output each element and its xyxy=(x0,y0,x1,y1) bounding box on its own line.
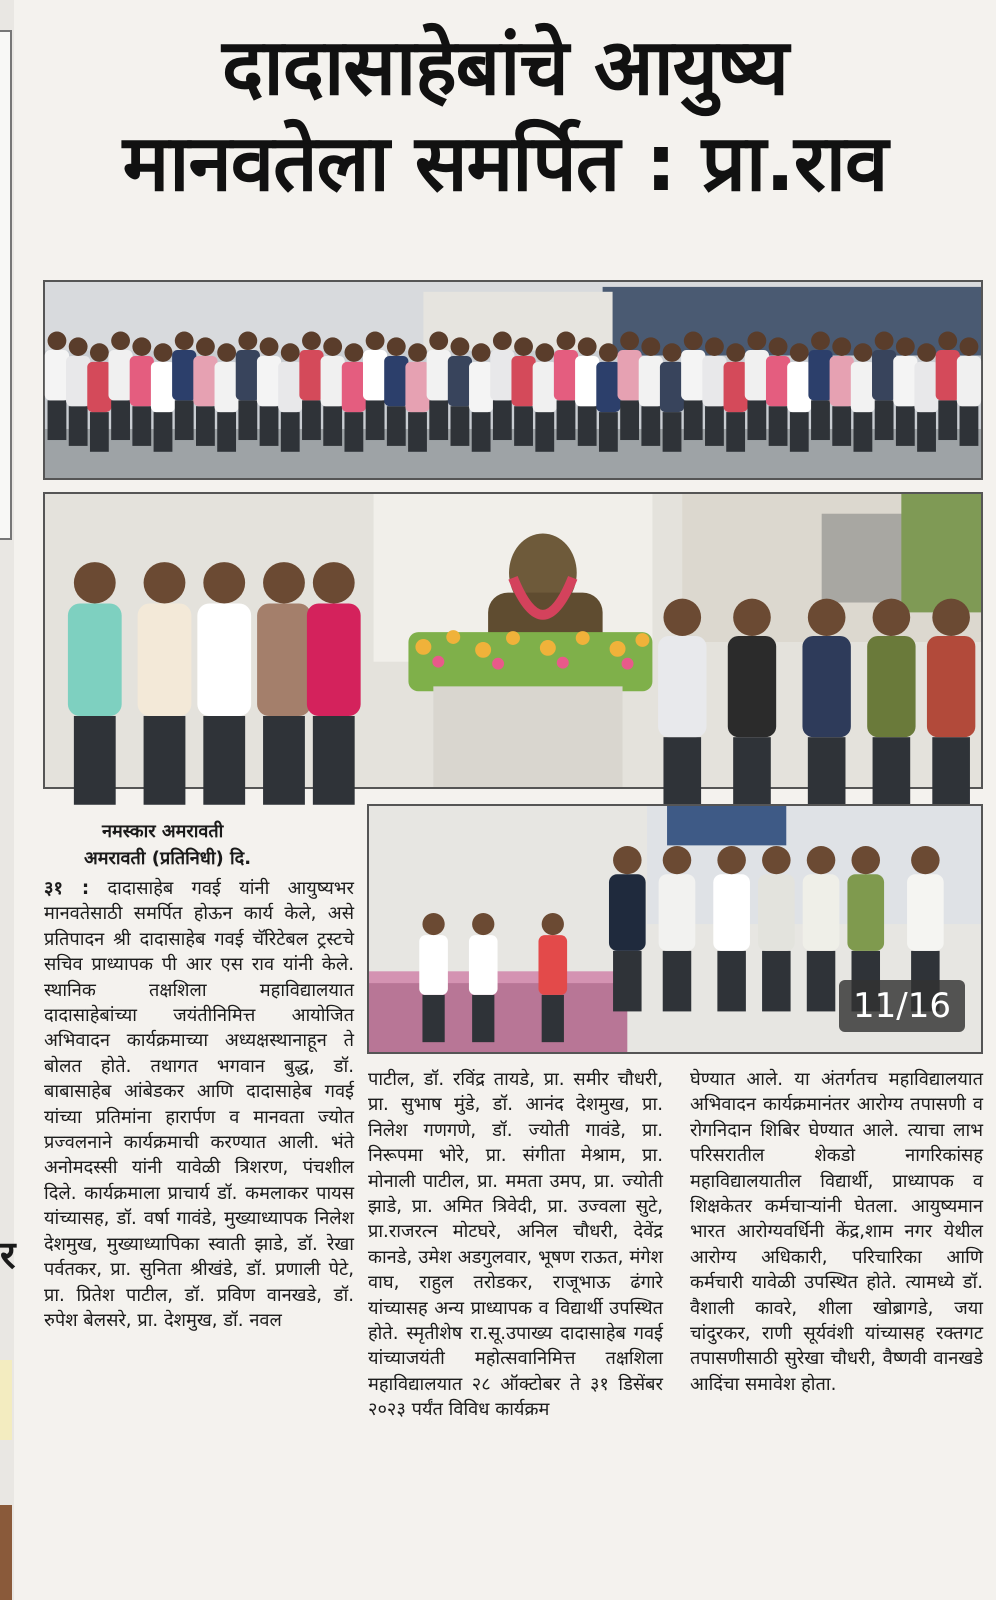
lead-date: ३१ : xyxy=(44,878,90,899)
adjacent-page-glyph: र xyxy=(0,1233,16,1277)
source-line: नमस्कार अमरावती xyxy=(102,821,224,842)
article-column-2 xyxy=(368,1067,663,1423)
adjacent-page-swatch xyxy=(0,1360,12,1440)
health-camp-photo xyxy=(367,804,983,1054)
adjacent-page-photo-edge xyxy=(0,1505,12,1600)
column-1-text: दादासाहेब गवई यांनी आयुष्यभर मानवतेसाठी समर्पित होऊन कार्य केले, असे प्रतिपादन श्री दादासाहेब गवई चॅरिटेबल ट्रस्टचे सचिव प्राध्यापक पी आर एस राव यांनी केले. स्थानिक तक्षशिला महाविद्यालयात दादासाहेबांच्या जयंतीनिमित्त आयोजित अभिवादन कार्यक्रमाच्या अध्यक्षस्थानाहून ते बोलत होते. तथागत भगवान बुद्ध, डॉ. बाबासाहेब आंबेडकर आणि दादासाहेब गवई यांच्या प्रतिमांना हारार्पण व मानवता ज्योत प्रज्वलनाने कार्यक्रमाची करण्यात आली. भंते अनोमदस्सी यांनी यावेळी त्रिशरण, पंचशील दिले. कार्यक्रमाला प्राचार्य डॉ. कमलाकर पायस यांच्यासह, डॉ. वर्षा गावंडे, मुख्याध्यापक निलेश देशमुख, मुख्याध्यापिका स्वाती झाडे, डॉ. रेखा पर्वतकर, प्रा. सुनिता श्रीखंडे, डॉ. प्रणाली पेटे, प्रा. प्रितेश पाटील, डॉ. प्रविण वानखडे, डॉ. रुपेश बेलसरे, प्रा. देशमुख, डॉ. नवल xyxy=(44,878,354,1331)
adjacent-page-strip xyxy=(0,0,14,1600)
article-column-1 xyxy=(44,876,354,1333)
column-3-text: घेण्यात आले. या अंतर्गतच महाविद्यालयात अभिवादन कार्यक्रमानंतर आरोग्य तपासणी व रोगनिदान शिबिर घेण्यात आले. त्याचा लाभ परिसरातील शेकडो नागरिकांसह महाविद्यालयातील विद्यार्थी, प्राध्यापक व शिक्षकेतर कर्मचाऱ्यांनी घेतला. आयुष्यमान भारत आरोग्यवर्धिनी केंद्र,शाम नगर येथील आरोग्य अधिकारी, परिचारिका आणि कर्मचारी यावेळी उपस्थित होते. त्यामध्ये डॉ. वैशाली कावरे, शीला खोब्रागडे, जया चांदुरकर, राणी सूर्यवंशी यांच्यासह रक्तगट तपासणीसाठी सुरेखा चौधरी, वैष्णवी वानखडे आदिंचा समावेश होता. xyxy=(690,1069,983,1395)
dateline: अमरावती (प्रतिनिधी) दि. xyxy=(84,848,252,869)
article-headline xyxy=(30,20,980,212)
gallery-counter-badge: 11/16 xyxy=(839,980,965,1032)
column-2-text: पाटील, डॉ. रविंद्र तायडे, प्रा. समीर चौधरी, प्रा. सुभाष मुंडे, डॉ. आनंद देशमुख, प्रा. निलेश गणगणे, डॉ. ज्योती गावंडे, प्रा. निरूपमा भोरे, प्रा. संगीता मेश्राम, प्रा. मोनाली पाटील, प्रा. ममता उमप, प्रा. ज्योती झाडे, प्रा. अमित त्रिवेदी, प्रा. उज्वला सुटे, प्रा.राजरत्न मोटघरे, अनिल चौधरी, देवेंद्र कानडे, उमेश अडगुलवार, भूषण राऊत, मंगेश वाघ, राहुल तरोडकर, राजूभाऊ ढंगारे यांच्यासह अन्य प्राध्यापक व विद्यार्थी उपस्थित होते. स्मृतीशेष रा.सू.उपाख्य दादासाहेब गवई यांच्याजयंती महोत्सवानिमित्त तक्षशिला महाविद्यालयात २८ ऑक्टोबर ते ३१ डिसेंबर २०२३ पर्यंत विविध कार्यक्रम xyxy=(368,1069,663,1421)
headline-line-2: मानवतेला समर्पित : प्रा.राव xyxy=(122,119,888,209)
statue-garlanding-photo xyxy=(43,492,983,789)
headline-line-1: दादासाहेबांचे आयुष्य xyxy=(222,23,788,113)
students-assembly-photo xyxy=(43,280,983,480)
article-column-3 xyxy=(690,1067,983,1397)
adjacent-column-border xyxy=(0,30,12,540)
